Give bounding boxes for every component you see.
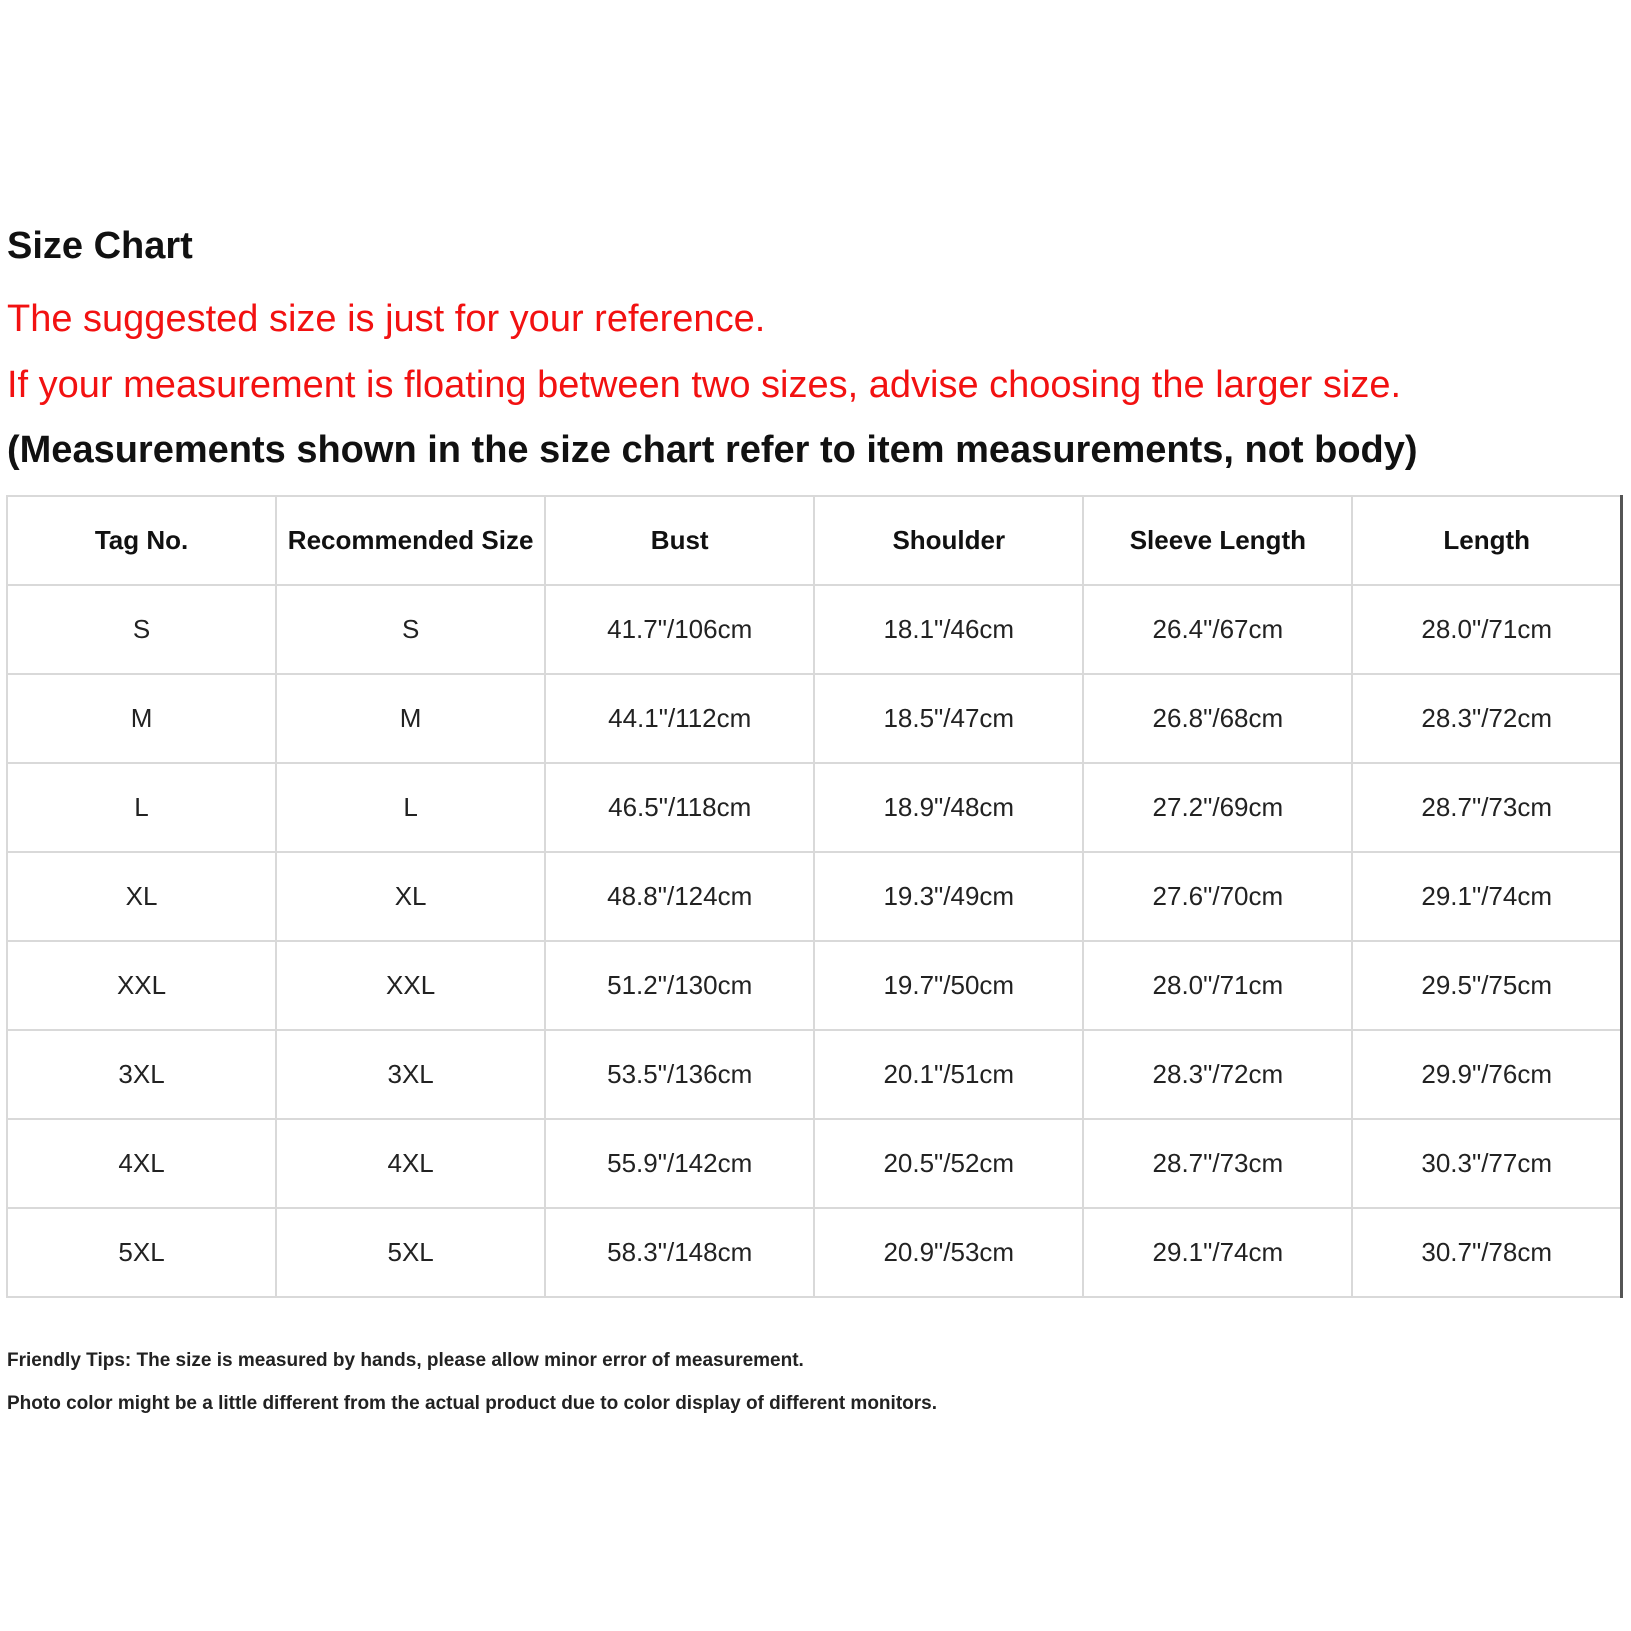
cell-shoulder: 19.3"/49cm — [814, 852, 1083, 941]
cell-bust: 58.3"/148cm — [545, 1208, 814, 1297]
cell-recommended-size: XXL — [276, 941, 545, 1030]
table-row — [7, 585, 1622, 674]
header-shoulder: Shoulder — [814, 496, 1083, 585]
cell-recommended-size: L — [276, 763, 545, 852]
header-tag-no: Tag No. — [7, 496, 276, 585]
table-row — [7, 1030, 1622, 1119]
table-row — [7, 674, 1622, 763]
cell-length: 29.5"/75cm — [1352, 941, 1621, 1030]
measurement-note: (Measurements shown in the size chart refer to item measurements, not body) — [7, 429, 1418, 471]
cell-recommended-size: XL — [276, 852, 545, 941]
cell-sleeve-length: 26.4"/67cm — [1083, 585, 1352, 674]
page-title: Size Chart — [7, 225, 193, 267]
cell-length: 28.0"/71cm — [1352, 585, 1621, 674]
cell-shoulder: 19.7"/50cm — [814, 941, 1083, 1030]
cell-shoulder: 20.5"/52cm — [814, 1119, 1083, 1208]
header-recommended-size: Recommended Size — [276, 496, 545, 585]
cell-bust: 44.1"/112cm — [545, 674, 814, 763]
cell-length: 29.9"/76cm — [1352, 1030, 1621, 1119]
header-bust: Bust — [545, 496, 814, 585]
cell-length: 30.3"/77cm — [1352, 1119, 1621, 1208]
cell-tag-no: M — [7, 674, 276, 763]
cell-bust: 41.7"/106cm — [545, 585, 814, 674]
cell-shoulder: 18.5"/47cm — [814, 674, 1083, 763]
cell-sleeve-length: 27.2"/69cm — [1083, 763, 1352, 852]
reference-notice: The suggested size is just for your reference. — [7, 298, 766, 340]
cell-bust: 46.5"/118cm — [545, 763, 814, 852]
cell-tag-no: L — [7, 763, 276, 852]
size-table — [6, 495, 1623, 1298]
cell-recommended-size: S — [276, 585, 545, 674]
cell-shoulder: 18.9"/48cm — [814, 763, 1083, 852]
cell-sleeve-length: 28.7"/73cm — [1083, 1119, 1352, 1208]
table-row — [7, 1119, 1622, 1208]
friendly-tips: Friendly Tips: The size is measured by hands, please allow minor error of measurement. — [7, 1350, 804, 1371]
cell-length: 30.7"/78cm — [1352, 1208, 1621, 1297]
cell-length: 29.1"/74cm — [1352, 852, 1621, 941]
cell-bust: 53.5"/136cm — [545, 1030, 814, 1119]
cell-recommended-size: M — [276, 674, 545, 763]
cell-sleeve-length: 27.6"/70cm — [1083, 852, 1352, 941]
table-header-row — [7, 496, 1622, 585]
cell-length: 28.7"/73cm — [1352, 763, 1621, 852]
cell-tag-no: 5XL — [7, 1208, 276, 1297]
cell-bust: 55.9"/142cm — [545, 1119, 814, 1208]
cell-recommended-size: 3XL — [276, 1030, 545, 1119]
cell-bust: 51.2"/130cm — [545, 941, 814, 1030]
cell-tag-no: 4XL — [7, 1119, 276, 1208]
cell-sleeve-length: 28.3"/72cm — [1083, 1030, 1352, 1119]
table-row — [7, 941, 1622, 1030]
header-sleeve-length: Sleeve Length — [1083, 496, 1352, 585]
cell-length: 28.3"/72cm — [1352, 674, 1621, 763]
table-row — [7, 763, 1622, 852]
cell-sleeve-length: 26.8"/68cm — [1083, 674, 1352, 763]
table-row — [7, 1208, 1622, 1297]
cell-tag-no: XL — [7, 852, 276, 941]
color-disclaimer: Photo color might be a little different from the actual product due to color display of different monitors. — [7, 1393, 937, 1414]
cell-bust: 48.8"/124cm — [545, 852, 814, 941]
cell-shoulder: 20.1"/51cm — [814, 1030, 1083, 1119]
cell-recommended-size: 4XL — [276, 1119, 545, 1208]
cell-shoulder: 20.9"/53cm — [814, 1208, 1083, 1297]
cell-tag-no: XXL — [7, 941, 276, 1030]
header-length: Length — [1352, 496, 1621, 585]
larger-size-advice: If your measurement is floating between two sizes, advise choosing the larger size. — [7, 364, 1402, 406]
cell-sleeve-length: 29.1"/74cm — [1083, 1208, 1352, 1297]
cell-tag-no: 3XL — [7, 1030, 276, 1119]
cell-sleeve-length: 28.0"/71cm — [1083, 941, 1352, 1030]
cell-recommended-size: 5XL — [276, 1208, 545, 1297]
cell-tag-no: S — [7, 585, 276, 674]
cell-shoulder: 18.1"/46cm — [814, 585, 1083, 674]
table-row — [7, 852, 1622, 941]
